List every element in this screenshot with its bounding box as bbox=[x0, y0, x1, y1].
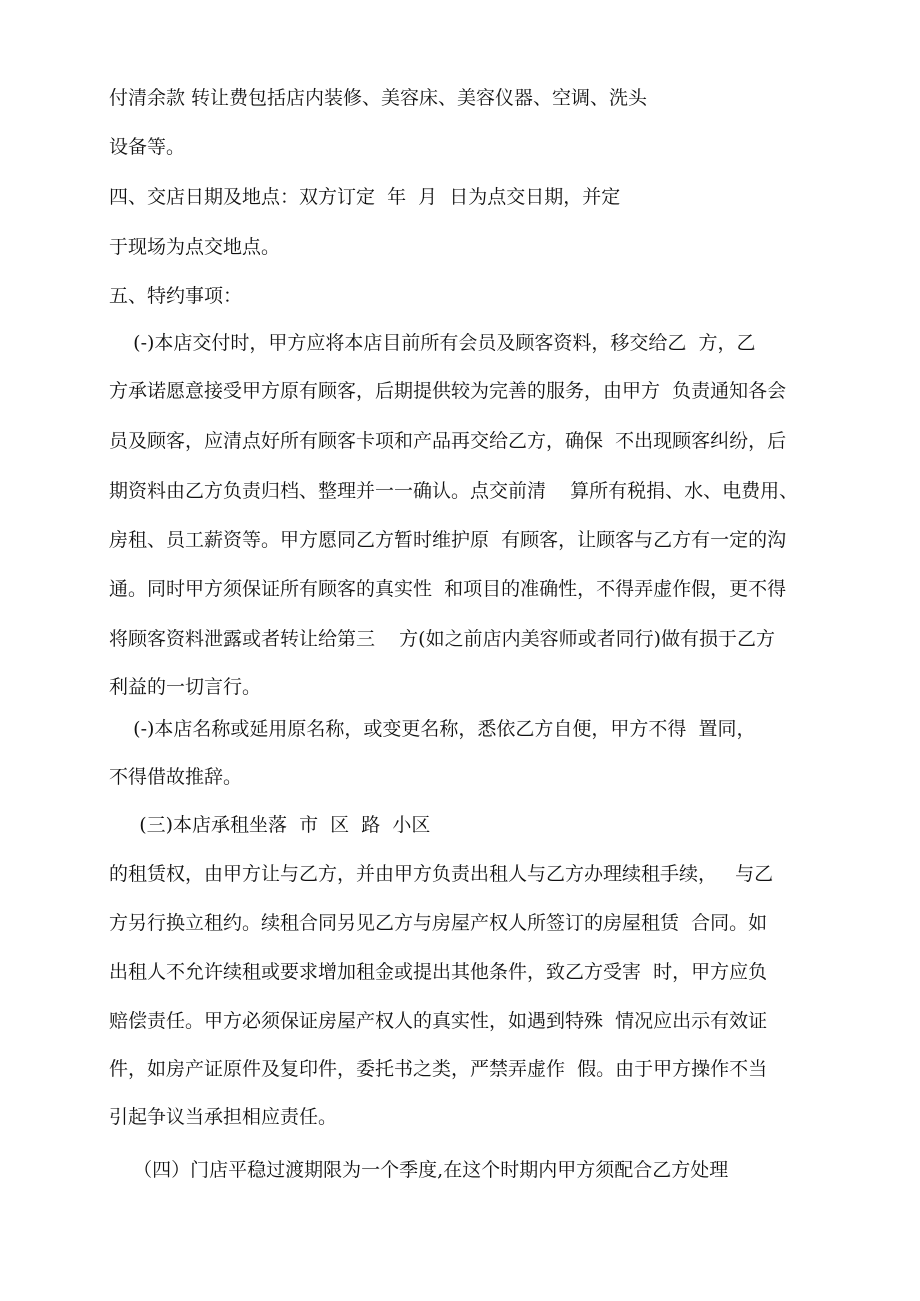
text-line: (-)本店名称或延用原名称，或变更名称，悉依乙方自便，甲方不得 置同， bbox=[109, 718, 756, 740]
text-line: 将顾客资料泄露或者转让给第三 方(如之前店内美容师或者同行)做有损于乙方 bbox=[109, 628, 775, 650]
text-line: (三)本店承租坐落 市 区 路 小区 bbox=[109, 814, 431, 836]
text-line: 出租人不允许续租或要求增加租金或提出其他条件，致乙方受害 时，甲方应负 bbox=[109, 961, 768, 983]
text-line: 的租赁权，由甲方让与乙方，并由甲方负责出租人与乙方办理续租手续， 与乙 bbox=[109, 863, 774, 885]
text-line: 方另行换立租约。续租合同另见乙方与房屋产权人所签订的房屋租赁 合同。如 bbox=[109, 912, 768, 934]
text-line: 于现场为点交地点。 bbox=[109, 236, 281, 258]
text-line: 方承诺愿意接受甲方原有顾客，后期提供较为完善的服务，由甲方 负责通知各会 bbox=[109, 380, 787, 402]
text-line: 房租、员工薪资等。甲方愿同乙方暂时维护原 有顾客，让顾客与乙方有一定的沟 bbox=[109, 529, 787, 551]
text-line: 利益的一切言行。 bbox=[109, 676, 262, 698]
text-line: 件，如房产证原件及复印件，委托书之类，严禁弄虚作 假。由于甲方操作不当 bbox=[109, 1058, 768, 1080]
text-line: 设备等。 bbox=[109, 136, 186, 158]
section-heading: 五、特约事项： bbox=[109, 285, 243, 307]
text-line: （四）门店平稳过渡期限为一个季度,在这个时期内甲方须配合乙方处理 bbox=[109, 1159, 729, 1181]
text-line: 付清余款 转让费包括店内装修、美容床、美容仪器、空调、洗头 bbox=[109, 87, 648, 109]
text-line: 通。同时甲方须保证所有顾客的真实性 和项目的准确性，不得弄虚作假，更不得 bbox=[109, 578, 787, 600]
text-line: 员及顾客，应清点好所有顾客卡项和产品再交给乙方，确保 不出现顾客纠纷，后 bbox=[109, 430, 787, 452]
text-line: 期资料由乙方负责归档、整理并一一确认。点交前清 算所有税捐、水、电费用、 bbox=[109, 480, 799, 502]
text-line: (-)本店交付时，甲方应将本店目前所有会员及顾客资料，移交给乙 方，乙 bbox=[109, 332, 756, 354]
text-line: 不得借故推辞。 bbox=[109, 766, 243, 788]
text-line: 赔偿责任。甲方必须保证房屋产权人的真实性，如遇到特殊 情况应出示有效证 bbox=[109, 1010, 768, 1032]
text-line: 引起争议当承担相应责任。 bbox=[109, 1106, 338, 1128]
text-line: 四、交店日期及地点：双方订定 年 月 日为点交日期，并定 bbox=[109, 186, 621, 208]
